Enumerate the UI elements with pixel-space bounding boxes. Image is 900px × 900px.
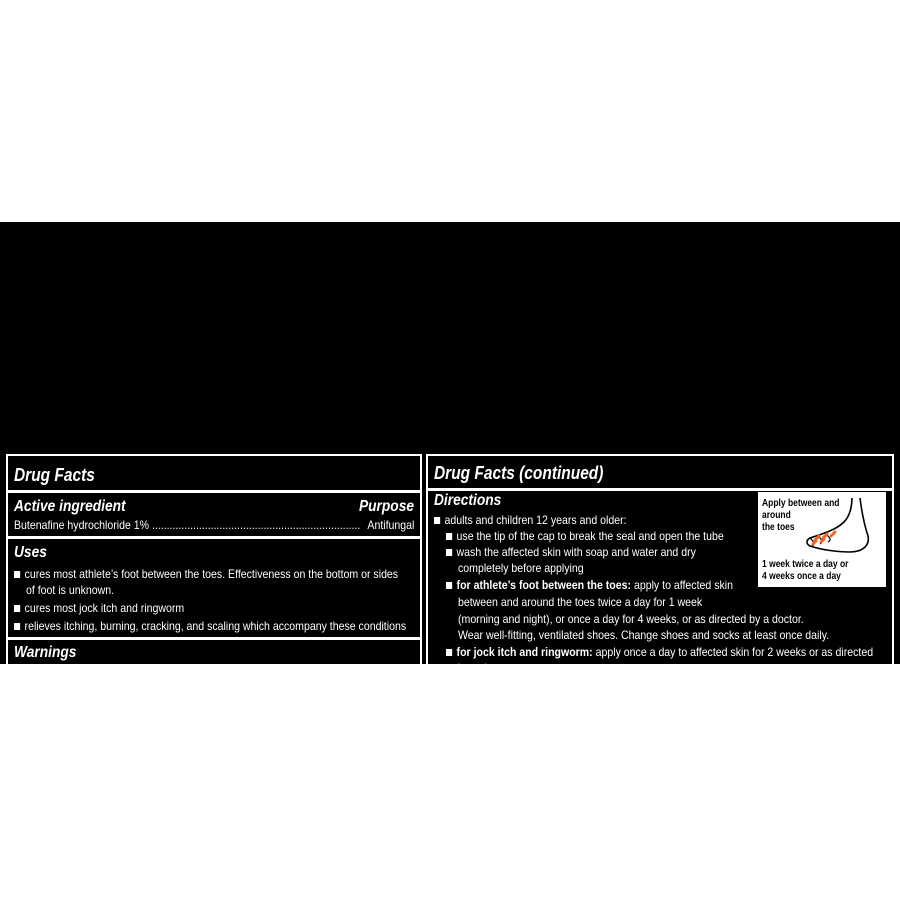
divider: [428, 773, 892, 776]
when-using-text: do not get into the eyes. If eye contact occurs, rinse: [137, 756, 382, 770]
drug-facts-right-panel: [426, 454, 894, 882]
foot-diagram: [758, 492, 886, 587]
divider: [8, 792, 420, 793]
warnings-heading: Warnings: [14, 644, 77, 661]
other-information-item: do not use if seal on tube is broken or not visible: [434, 738, 671, 754]
directions-athlete-3: (morning and night), or once a day for 4 weeks, or as directed by a doctor.: [458, 612, 804, 626]
uses-heading: Uses: [14, 544, 47, 561]
inactive-ingredients-line: benzyl alcohol, cetyl alcohol, glycerin, glyceryl monostearate SE, polyoxyethylene (23) cetyl: [434, 799, 862, 813]
uses-item-cont: of foot is unknown.: [26, 583, 115, 597]
keep-out-line: [14, 818, 400, 834]
divider: [8, 637, 420, 640]
keep-out-bold: Keep out of reach of children.: [14, 819, 164, 833]
directions-item: children under 12 years: ask a doctor: [434, 693, 618, 709]
when-using-bold: When using this product: [14, 756, 138, 770]
drug-facts-continued-title: Drug Facts (continued): [434, 463, 604, 483]
external-use-text: For external use only: [14, 665, 121, 679]
uses-item: cures most athlete’s foot between the toes. Effectiveness on the bottom or sides: [14, 566, 398, 582]
inactive-ingredients-heading: Inactive ingredients: [434, 778, 564, 795]
diagram-text-top-2: around: [762, 510, 791, 521]
directions-item: adults and children 12 years and older:: [434, 512, 627, 528]
stop-use-line: [14, 795, 383, 811]
jock-bold: for jock itch and ringworm:: [456, 645, 593, 659]
inactive-ingredients-line: ether, propylene glycol dicaprylate, purified water, sodium benzoate, stearic acid, trolamine,: [434, 815, 861, 829]
drug-facts-title: Drug Facts: [14, 465, 95, 485]
questions-label: Questions? 1-866-360-3266: [434, 857, 605, 874]
do-not-use-item: for vaginal yeast infections: [14, 735, 149, 751]
directions-item: wash hands after each use: [446, 677, 583, 693]
directions-item: wash the affected skin with soap and water and dry: [446, 544, 696, 560]
divider: [428, 488, 892, 491]
continue-arrow-icon: [403, 852, 416, 870]
uses-item: cures most jock itch and ringworm: [14, 600, 184, 616]
directions-item: use the tip of the cap to break the seal and open the tube: [446, 528, 724, 544]
when-using-line-2: thoroughly with water.: [14, 772, 117, 786]
uses-item: relieves itching, burning, cracking, and scaling which accompany these conditions: [14, 618, 406, 634]
other-information-heading: Other information: [434, 718, 551, 735]
inactive-ingredients-line: white petrolatum: [434, 831, 512, 845]
foot-icon: [802, 496, 882, 556]
purpose-value: Antifungal: [367, 518, 414, 532]
questions-line: [434, 857, 749, 875]
athlete-text: apply to affected skin: [631, 578, 733, 592]
directions-jock: [446, 644, 873, 660]
divider: [8, 815, 420, 816]
drug-facts-left-panel: [6, 454, 422, 882]
diagram-text-top-3: the toes: [762, 522, 795, 533]
diagram-text-bottom-1: 1 week twice a day or: [762, 559, 849, 570]
directions-heading: Directions: [434, 492, 502, 509]
other-information-item: store between 20º to 25ºC (68º to 77ºF): [434, 754, 630, 770]
stop-use-text: too much irritation occurs or irritation gets worse: [154, 796, 383, 810]
diagram-text-top-1: Apply between and: [762, 498, 840, 509]
directions-athlete-2: between and around the toes twice a day for 1 week: [458, 595, 703, 609]
divider: [8, 536, 420, 539]
athlete-bold: for athlete’s foot between the toes:: [456, 578, 632, 592]
drug-facts-label: [0, 222, 900, 874]
diagram-text-bottom-2: 4 weeks once a day: [762, 571, 841, 582]
active-ingredient-line: Butenafine hydrochloride 1% .......................................................................: [14, 518, 361, 532]
do-not-use-heading: Do not use: [14, 686, 69, 700]
divider: [8, 753, 420, 754]
keep-out-line-2: Control Center right away.: [14, 835, 136, 849]
do-not-use-item: on nails or scalp: [14, 701, 101, 717]
stop-use-bold: Stop use and ask a doctor if: [14, 796, 155, 810]
directions-item-cont: completely before applying: [458, 561, 584, 575]
questions-text: or visit us at www.lotrimin.com: [604, 859, 749, 873]
when-using-line: [14, 755, 382, 771]
directions-athlete: [446, 577, 733, 593]
active-ingredient-heading: Active ingredient: [14, 498, 126, 515]
jock-text: apply once a day to affected skin for 2 weeks or as directed: [592, 645, 874, 659]
divider: [8, 683, 420, 684]
divider: [428, 712, 892, 715]
purpose-heading: Purpose: [358, 498, 414, 515]
directions-jock-2: by a doctor: [458, 661, 511, 675]
directions-athlete-4: Wear well-fitting, ventilated shoes. Change shoes and socks at least once daily.: [458, 628, 830, 642]
divider: [428, 850, 892, 853]
keep-out-text: If swallowed, get medical help or contact a Poison: [163, 819, 400, 833]
divider: [8, 490, 420, 493]
do-not-use-item: in or near the mouth or the eyes: [14, 718, 174, 734]
